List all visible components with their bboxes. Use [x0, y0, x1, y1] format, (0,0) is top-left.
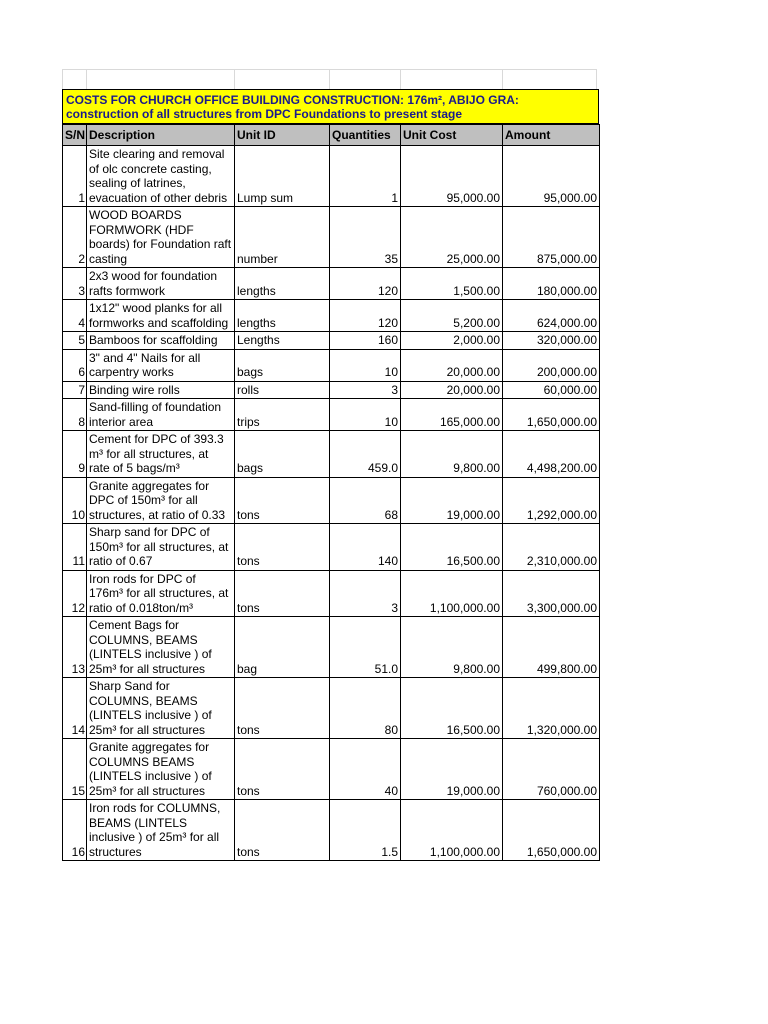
cell-sn: 4: [63, 300, 87, 332]
table-row: [63, 524, 600, 571]
table-row: [63, 399, 600, 431]
cell-amount: 200,000.00: [503, 349, 600, 381]
table-row: [63, 739, 600, 800]
cell-quantity: 3: [330, 381, 401, 399]
cell-quantity: 459.0: [330, 431, 401, 478]
cell-unit-id: bag: [235, 617, 330, 678]
cell-unit-cost: 20,000.00: [401, 349, 503, 381]
cell-quantity: 51.0: [330, 617, 401, 678]
cell-sn: 11: [63, 524, 87, 571]
cell-description: Granite aggregates for DPC of 150m³ for all structures, at ratio of 0.33: [87, 477, 235, 524]
cell-unit-id: bags: [235, 349, 330, 381]
cell-quantity: 1: [330, 146, 401, 207]
cell-description: Site clearing and removal of olc concrete casting, sealing of latrines, evacuation of other debris: [87, 146, 235, 207]
cell-amount: 1,650,000.00: [503, 800, 600, 861]
cell-unit-cost: 1,100,000.00: [401, 570, 503, 617]
cell-unit-id: lengths: [235, 300, 330, 332]
table-row: [63, 431, 600, 478]
cell-amount: 180,000.00: [503, 268, 600, 300]
cell-unit-id: tons: [235, 524, 330, 571]
cell-unit-id: tons: [235, 678, 330, 739]
cell-description: Cement Bags for COLUMNS, BEAMS (LINTELS inclusive ) of 25m³ for all structures: [87, 617, 235, 678]
cell-amount: 4,498,200.00: [503, 431, 600, 478]
cell-description: 3" and 4" Nails for all carpentry works: [87, 349, 235, 381]
table-row: [63, 570, 600, 617]
cell-description: Bamboos for scaffolding: [87, 332, 235, 350]
cell-sn: 1: [63, 146, 87, 207]
cell-unit-cost: 2,000.00: [401, 332, 503, 350]
cell-unit-id: lengths: [235, 268, 330, 300]
cell-quantity: 1.5: [330, 800, 401, 861]
cell-quantity: 10: [330, 399, 401, 431]
cell-unit-id: tons: [235, 477, 330, 524]
cell-amount: 320,000.00: [503, 332, 600, 350]
cell-sn: 8: [63, 399, 87, 431]
cell-unit-cost: 25,000.00: [401, 207, 503, 268]
cell-sn: 6: [63, 349, 87, 381]
cell-description: Granite aggregates for COLUMNS BEAMS (LINTELS inclusive ) of 25m³ for all structures: [87, 739, 235, 800]
cell-description: Sand-filling of foundation interior area: [87, 399, 235, 431]
cell-amount: 3,300,000.00: [503, 570, 600, 617]
cell-unit-cost: 1,500.00: [401, 268, 503, 300]
cell-description: Iron rods for DPC of 176m³ for all structures, at ratio of 0.018ton/m³: [87, 570, 235, 617]
cell-description: Sharp sand for DPC of 150m³ for all structures, at ratio of 0.67: [87, 524, 235, 571]
cell-amount: 499,800.00: [503, 617, 600, 678]
cell-quantity: 140: [330, 524, 401, 571]
cell-sn: 9: [63, 431, 87, 478]
cell-amount: 624,000.00: [503, 300, 600, 332]
title-line-1: COSTS FOR CHURCH OFFICE BUILDING CONSTRUCTION: 176m², ABIJO GRA:: [66, 93, 519, 107]
cell-description: Cement for DPC of 393.3 m³ for all structures, at rate of 5 bags/m³: [87, 431, 235, 478]
table-row: [63, 678, 600, 739]
cell-amount: 1,650,000.00: [503, 399, 600, 431]
cell-sn: 3: [63, 268, 87, 300]
cell-quantity: 10: [330, 349, 401, 381]
cell-unit-cost: 9,800.00: [401, 431, 503, 478]
cell-amount: 95,000.00: [503, 146, 600, 207]
cell-unit-id: Lump sum: [235, 146, 330, 207]
table-row: [63, 477, 600, 524]
cell-sn: 13: [63, 617, 87, 678]
cell-quantity: 160: [330, 332, 401, 350]
cell-unit-cost: 9,800.00: [401, 617, 503, 678]
cell-amount: 2,310,000.00: [503, 524, 600, 571]
cell-unit-cost: 5,200.00: [401, 300, 503, 332]
cell-unit-cost: 16,500.00: [401, 524, 503, 571]
cell-unit-cost: 20,000.00: [401, 381, 503, 399]
cell-unit-cost: 16,500.00: [401, 678, 503, 739]
header-description: Description: [87, 125, 235, 146]
cell-description: 2x3 wood for foundation rafts formwork: [87, 268, 235, 300]
empty-row: [62, 69, 599, 89]
cell-unit-id: rolls: [235, 381, 330, 399]
cell-sn: 10: [63, 477, 87, 524]
header-amount: Amount: [503, 125, 600, 146]
cell-description: 1x12" wood planks for all formworks and scaffolding: [87, 300, 235, 332]
cell-description: Iron rods for COLUMNS, BEAMS (LINTELS inclusive ) of 25m³ for all structures: [87, 800, 235, 861]
cell-amount: 875,000.00: [503, 207, 600, 268]
spreadsheet: [62, 69, 599, 861]
title-line-2: construction of all structures from DPC Foundations to present stage: [66, 107, 463, 121]
cell-description: WOOD BOARDS FORMWORK (HDF boards) for Foundation raft casting: [87, 207, 235, 268]
table-row: [63, 349, 600, 381]
cell-quantity: 68: [330, 477, 401, 524]
cell-amount: 1,320,000.00: [503, 678, 600, 739]
cell-unit-id: tons: [235, 570, 330, 617]
header-sn: S/N: [63, 125, 87, 146]
cell-unit-id: number: [235, 207, 330, 268]
cell-description: Sharp Sand for COLUMNS, BEAMS (LINTELS inclusive ) of 25m³ for all structures: [87, 678, 235, 739]
cell-sn: 5: [63, 332, 87, 350]
cell-quantity: 120: [330, 300, 401, 332]
cell-quantity: 35: [330, 207, 401, 268]
cell-unit-cost: 165,000.00: [401, 399, 503, 431]
cell-unit-id: trips: [235, 399, 330, 431]
header-unit-cost: Unit Cost: [401, 125, 503, 146]
cell-sn: 16: [63, 800, 87, 861]
header-row: [63, 125, 600, 146]
cell-unit-id: tons: [235, 739, 330, 800]
table-row: [63, 300, 600, 332]
table-row: [63, 381, 600, 399]
cell-unit-id: bags: [235, 431, 330, 478]
table-row: [63, 207, 600, 268]
header-quantities: Quantities: [330, 125, 401, 146]
cell-sn: 12: [63, 570, 87, 617]
cell-unit-cost: 95,000.00: [401, 146, 503, 207]
cell-quantity: 120: [330, 268, 401, 300]
cell-sn: 15: [63, 739, 87, 800]
table-row: [63, 332, 600, 350]
cell-quantity: 3: [330, 570, 401, 617]
cell-quantity: 40: [330, 739, 401, 800]
cell-unit-cost: 1,100,000.00: [401, 800, 503, 861]
cell-unit-id: tons: [235, 800, 330, 861]
cell-sn: 2: [63, 207, 87, 268]
cell-unit-cost: 19,000.00: [401, 477, 503, 524]
cell-unit-cost: 19,000.00: [401, 739, 503, 800]
sheet-title: [62, 89, 599, 124]
cell-sn: 14: [63, 678, 87, 739]
cell-unit-id: Lengths: [235, 332, 330, 350]
cell-quantity: 80: [330, 678, 401, 739]
table-row: [63, 617, 600, 678]
cell-description: Binding wire rolls: [87, 381, 235, 399]
table-row: [63, 268, 600, 300]
table-row: [63, 800, 600, 861]
cell-sn: 7: [63, 381, 87, 399]
cost-table: [62, 124, 600, 861]
table-row: [63, 146, 600, 207]
cell-amount: 1,292,000.00: [503, 477, 600, 524]
cell-amount: 760,000.00: [503, 739, 600, 800]
header-unit-id: Unit ID: [235, 125, 330, 146]
cell-amount: 60,000.00: [503, 381, 600, 399]
